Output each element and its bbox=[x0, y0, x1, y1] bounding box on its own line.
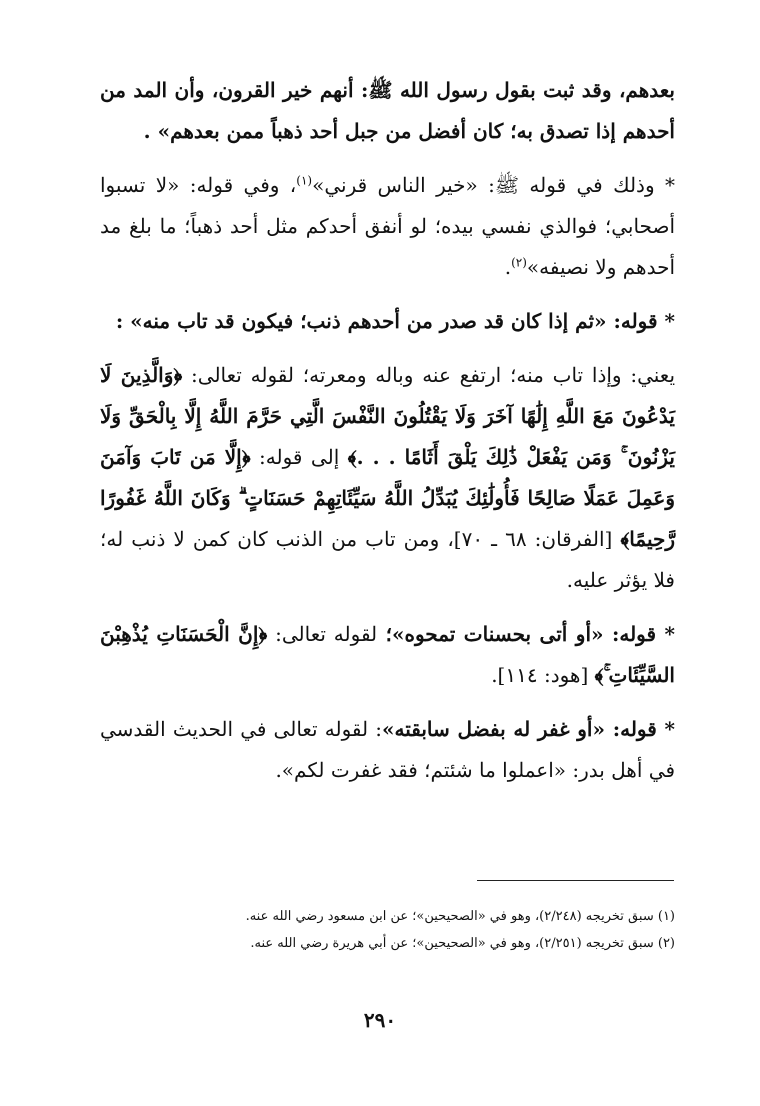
footnote-1: (١) سبق تخريجه (٢/٢٤٨)، وهو في «الصحيحين»؛ عن ابن مسعود رضي الله عنه. bbox=[245, 909, 675, 924]
footnotes bbox=[100, 903, 675, 957]
bold-text: بعدهم، وقد ثبت بقول رسول الله ﷺ: أنهم خير القرون، وأن المد من أحدهم إذا تصدق به؛ كان أفضل من جبل أحد ذهباً ممن بعدهم» . bbox=[100, 78, 675, 143]
footnote-2: (٢) سبق تخريجه (٢/٢٥١)، وهو في «الصحيحين»؛ عن أبي هريرة رضي الله عنه. bbox=[250, 936, 675, 951]
paragraph bbox=[100, 355, 675, 601]
body-text: . bbox=[504, 255, 512, 279]
main-text bbox=[100, 70, 675, 804]
bold-text: * قوله: «أو أتى بحسنات تمحوه»؛ bbox=[377, 622, 675, 646]
quran-verse: ﴿إِنَّ الْحَسَنَاتِ يُذْهِبْنَ السَّيِّئَاتِ ۚ﴾ bbox=[100, 622, 675, 687]
footnote-ref: (٢) bbox=[511, 255, 527, 270]
bold-text: * قوله: «ثم إذا كان قد صدر من أحدهم ذنب؛ فيكون قد تاب منه» : bbox=[115, 309, 675, 333]
paragraph bbox=[100, 165, 675, 288]
body-text: [الفرقان: ٦٨ ـ ٧٠]، ومن تاب من الذنب كان كمن لا ذنب له؛ فلا يؤثر عليه. bbox=[100, 527, 675, 592]
paragraph bbox=[100, 614, 675, 696]
body-text: * وذلك في قوله ﷺ: «خير الناس قرني» bbox=[312, 173, 675, 197]
footnote-divider bbox=[477, 880, 674, 881]
bold-text: * قوله: «أو غفر له بفضل سابقته» bbox=[381, 717, 675, 741]
footnote-ref: (١) bbox=[296, 173, 313, 188]
paragraph bbox=[100, 301, 675, 342]
page-number: ٢٩٠ bbox=[363, 1008, 397, 1032]
quran-verse: ﴿إِلَّا مَن تَابَ وَآمَنَ وَعَمِلَ عَمَلًا صَالِحًا فَأُولَٰئِكَ يُبَدِّلُ اللَّهُ سَيِّئَاتِهِمْ حَسَنَاتٍ ۗ وَكَانَ اللَّهُ غَفُورًا رَّحِيمًا﴾ bbox=[100, 445, 676, 551]
body-text: : لقوله تعالى في الحديث القدسي في أهل بدر: «اعملوا ما شئتم؛ فقد غفرت لكم». bbox=[100, 717, 675, 782]
paragraph bbox=[100, 709, 675, 791]
body-text: إلى قوله: bbox=[250, 445, 348, 469]
paragraph bbox=[100, 70, 675, 152]
body-text: ، وفي قوله: «لا تسبوا أصحابي؛ فوالذي نفسي بيده؛ لو أنفق أحدكم مثل أحد ذهباً؛ ما بلغ مد أحدهم ولا نصيفه» bbox=[100, 173, 675, 279]
body-text: يعني: وإذا تاب منه؛ ارتفع عنه وباله ومعرته؛ لقوله تعالى: bbox=[182, 363, 676, 387]
body-text: [هود: ١١٤]. bbox=[491, 663, 595, 687]
body-text: لقوله تعالى: bbox=[267, 622, 378, 646]
quran-verse: ﴿وَالَّذِينَ لَا يَدْعُونَ مَعَ اللَّهِ إِلَٰهًا آخَرَ وَلَا يَقْتُلُونَ النَّفْسَ الَّتِي حَرَّمَ اللَّهُ إِلَّا بِالْحَقِّ وَلَا يَزْنُونَ ۚ وَمَن يَفْعَلْ ذَٰلِكَ يَلْقَ أَثَامًا . . .﴾ bbox=[100, 363, 675, 469]
